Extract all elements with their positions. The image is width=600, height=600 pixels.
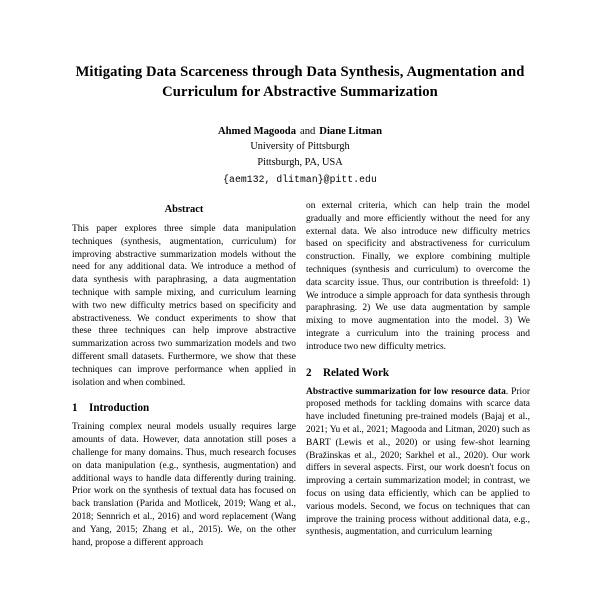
runin-heading: Abstractive summarization for low resource data — [306, 386, 506, 397]
page-title: Mitigating Data Scarceness through Data Synthesis, Augmentation and Curriculum for Abstractive Summarization — [75, 64, 525, 101]
author-first: Ahmed Magooda — [218, 126, 296, 138]
related-work-body: . Prior proposed methods for tackling domains with scarce data have included finetuning pre-trained models (Bajaj et al., 2021; Yu et al., 2021; Magooda and Litman, 2020) such as BART (Lewis et al., 2020) or using few-shot learning (Bražinskas et al., 2020; Sarkhel et al., 2020). Our work differs in several aspects. First, our work doesn't focus on improving a certain summarization model; in contrast, we focus on using data efficiently, which can be applied to various models. Second, we focus on techniques that can improve the training process without additional data, e.g., synthesis, augmentation, and curriculum learning — [306, 386, 530, 538]
column-left — [72, 200, 296, 600]
introduction-paragraph: Training complex neural models usually requires large amounts of data. However, data annotation still poses a challenge for many domains. Thus, much research focuses on data manipulation (e.g., synthesis, augmentation) and additional ways to handle data differently during training. Prior work on the synthesis of textual data has focused on back translation (Parida and Motlicek, 2019; Wang et al., 2018; Sennrich et al., 2016) and word replacement (Wang and Yang, 2015; Zhang et al., 2015). We, on the other hand, propose a different approach — [72, 422, 296, 548]
section-number: 1 — [72, 402, 78, 415]
body-columns — [0, 200, 600, 600]
abstract-paragraph: This paper explores three simple data manipulation techniques (synthesis, augmentation, curriculum) for improving abstractive summarization models without the need for any additional data. We introduce a method of data synthesis with paraphrasing, a data augmentation technique with sample mixing, and curriculum learning with two new difficulty metrics based on specificity and abstractiveness. We conduct experiments to show that these three techniques can help improve abstractive summarization across two summarization models and two different small datasets. Furthermore, we show that these techniques can improve performance when applied in isolation and when combined. — [72, 224, 296, 388]
introduction-continuation: on external criteria, which can help train the model gradually and more efficiently without the need for any external data. We also introduce new difficulty metrics based on specificity and abstractiveness for curriculum construction. Finally, we explore combining multiple techniques (synthesis and curriculum) to overcome the data scarcity issue. Thus, our contribution is threefold: 1) We introduce a simple approach for data synthesis through paraphrasing. 2) We use data augmentation by sample mixing to move augmentation into the model. 3) We integrate a curriculum into the training process and introduce two new difficulty metrics. — [306, 201, 530, 352]
contact-email: {aem132, dlitman}@pitt.edu — [223, 174, 377, 186]
section-number: 2 — [306, 366, 312, 379]
author-line — [62, 124, 538, 139]
section-heading-related-work — [306, 367, 530, 379]
section-title: Introduction — [89, 402, 150, 415]
author-conjunction: and — [300, 126, 316, 138]
location: Pittsburgh, PA, USA — [257, 157, 343, 169]
abstract-heading: Abstract — [164, 204, 204, 215]
affiliation: University of Pittsburgh — [250, 141, 350, 153]
author-second: Diane Litman — [319, 126, 382, 138]
section-heading-introduction — [72, 402, 296, 414]
section-title: Related Work — [323, 366, 390, 379]
title-block — [0, 0, 600, 185]
related-work-paragraph — [306, 386, 530, 540]
column-right — [306, 200, 530, 600]
